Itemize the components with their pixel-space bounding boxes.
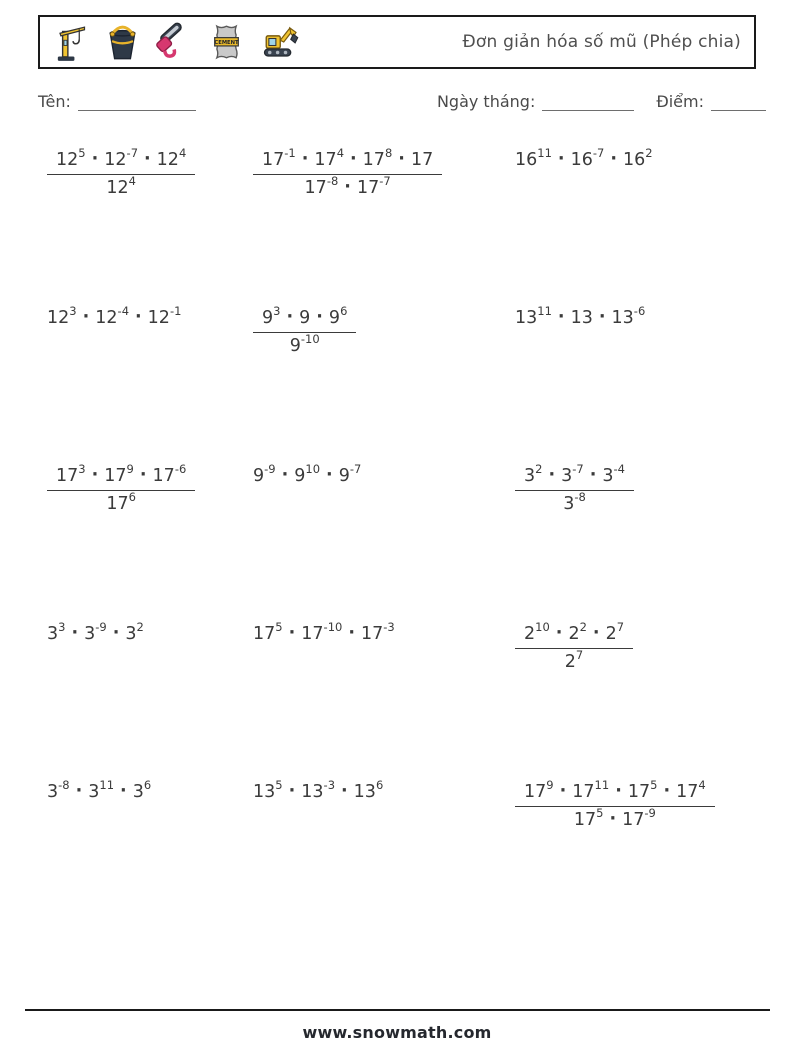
exponent: 6 [340, 304, 348, 319]
exponent: -1 [284, 146, 296, 161]
multiplication-dot: · [286, 307, 294, 327]
multiplication-dot: · [288, 781, 296, 801]
problem-12 [515, 620, 758, 778]
footer-url: www.snowmath.com [302, 1023, 492, 1042]
exponent: -7 [572, 462, 584, 477]
exponent: -6 [633, 304, 646, 319]
header-icons [40, 21, 300, 63]
problem-2 [253, 146, 515, 304]
multiplication-dot: · [610, 149, 617, 169]
math-expression: $3^{-8}$ [563, 490, 586, 514]
exponent: -4 [117, 304, 130, 319]
fraction-denominator [253, 333, 356, 356]
exponent: -3 [323, 778, 336, 793]
exponent: -8 [574, 490, 586, 505]
math-expression: $13^{11} \cdot 13 \cdot 13^{-6}$ [515, 304, 646, 328]
score-input-line[interactable] [711, 95, 766, 111]
exponent: -8 [326, 174, 339, 189]
fraction [47, 462, 195, 514]
exponent: -7 [379, 174, 391, 189]
exponent: 11 [537, 146, 552, 161]
multiplication-dot: · [135, 307, 142, 327]
exponent: 3 [78, 462, 86, 477]
exponent: -10 [300, 332, 320, 347]
multiplication-dot: · [598, 307, 606, 327]
exponent: 6 [128, 490, 136, 505]
score-label: Điểm: [656, 92, 704, 111]
problem-14 [253, 778, 515, 936]
math-expression: $3^{-8} \cdot 3^{11} \cdot 3^6$ [47, 778, 152, 802]
math-expression: $17^5 \cdot 17^{-9}$ [573, 806, 656, 830]
fraction-numerator [47, 462, 195, 491]
fraction-numerator [253, 304, 356, 333]
math-expression: $17^9 \cdot 17^{11} \cdot 17^5 \cdot 17^4$ [524, 778, 706, 802]
exponent: 7 [575, 648, 584, 663]
multiplication-dot: · [348, 623, 355, 643]
problem-15 [515, 778, 758, 936]
fraction [253, 304, 356, 356]
fraction [515, 620, 633, 672]
problem-1 [38, 146, 253, 304]
problem-9 [515, 462, 758, 620]
exponent: -4 [613, 462, 625, 477]
exponent: -9 [264, 462, 276, 477]
multiplication-dot: · [555, 623, 563, 643]
excavator-icon [257, 21, 300, 63]
exponent: 9 [126, 462, 134, 477]
exponent: 5 [596, 806, 604, 821]
math-expression: $9^3 \cdot 9 \cdot 9^6$ [262, 304, 348, 328]
cement-bag-icon [205, 21, 248, 63]
math-expression: $12^4$ [106, 174, 136, 198]
problem-4 [38, 304, 253, 462]
math-expression: $2^{10} \cdot 2^2 \cdot 2^7$ [524, 620, 625, 644]
exponent: 2 [136, 620, 144, 635]
exponent: -9 [644, 806, 656, 821]
fraction-denominator [253, 175, 442, 198]
fraction-denominator [47, 175, 195, 198]
exponent: -3 [383, 620, 395, 635]
math-expression: $17^3 \cdot 17^9 \cdot 17^{-6}$ [56, 462, 187, 486]
exponent: 4 [128, 174, 136, 189]
exponent: -6 [174, 462, 187, 477]
exponent: -7 [126, 146, 139, 161]
multiplication-dot: · [82, 307, 90, 327]
multiplication-dot: · [144, 149, 151, 169]
fraction [253, 146, 442, 198]
multiplication-dot: · [281, 465, 289, 485]
multiplication-dot: · [341, 781, 348, 801]
multiplication-dot: · [120, 781, 127, 801]
exponent: -10 [323, 620, 343, 635]
fraction-numerator [47, 146, 195, 175]
exponent: 5 [275, 778, 283, 793]
multiplication-dot: · [557, 307, 565, 327]
fields-row [38, 92, 766, 111]
multiplication-dot: · [548, 465, 556, 485]
multiplication-dot: · [75, 781, 83, 801]
multiplication-dot: · [301, 149, 309, 169]
math-expression: $3^2 \cdot 3^{-7} \cdot 3^{-4}$ [524, 462, 625, 486]
fraction-numerator [515, 620, 633, 649]
fraction-numerator [253, 146, 442, 175]
multiplication-dot: · [559, 781, 567, 801]
exponent: -1 [169, 304, 182, 319]
footer-divider [25, 1009, 770, 1011]
exponent: 7 [616, 620, 625, 635]
exponent: 6 [375, 778, 384, 793]
multiplication-dot: · [663, 781, 671, 801]
exponent: 11 [99, 778, 115, 793]
date-label: Ngày tháng: [436, 92, 536, 111]
multiplication-dot: · [71, 623, 79, 643]
multiplication-dot: · [344, 177, 351, 197]
date-input-line[interactable] [542, 95, 634, 111]
multiplication-dot: · [91, 149, 99, 169]
problems-grid [38, 146, 758, 936]
exponent: 5 [650, 778, 658, 793]
math-expression: $17^5 \cdot 17^{-10} \cdot 17^{-3}$ [253, 620, 395, 644]
exponent: 3 [273, 304, 281, 319]
exponent: 2 [645, 146, 653, 161]
fraction-denominator [515, 491, 634, 514]
exponent: 8 [384, 146, 393, 161]
fraction-numerator [515, 462, 634, 491]
multiplication-dot: · [609, 809, 617, 829]
bucket-icon [101, 21, 144, 63]
fraction-numerator [515, 778, 715, 807]
math-expression: $12^3 \cdot 12^{-4} \cdot 12^{-1}$ [47, 304, 182, 328]
name-label: Tên: [38, 92, 71, 111]
fraction [515, 462, 634, 514]
problem-8 [253, 462, 515, 620]
multiplication-dot: · [592, 623, 600, 643]
crane-icon [49, 21, 92, 63]
exponent: 5 [78, 146, 86, 161]
fraction [47, 146, 195, 198]
fraction-denominator [515, 649, 633, 672]
exponent: 3 [58, 620, 66, 635]
problem-11 [253, 620, 515, 778]
exponent: 11 [594, 778, 610, 793]
header [38, 15, 756, 69]
multiplication-dot: · [316, 307, 323, 327]
math-expression: $17^{-1} \cdot 17^4 \cdot 17^8 \cdot 17$ [262, 146, 434, 170]
exponent: -9 [95, 620, 107, 635]
fraction-denominator [515, 807, 715, 830]
problem-13 [38, 778, 253, 936]
exponent: 5 [275, 620, 283, 635]
page-title: Đơn giản hóa số mũ (Phép chia) [462, 32, 741, 52]
exponent: -8 [58, 778, 70, 793]
exponent: 4 [698, 778, 706, 793]
exponent: 10 [535, 620, 550, 635]
problem-7 [38, 462, 253, 620]
multiplication-dot: · [326, 465, 333, 485]
math-expression: $3^3 \cdot 3^{-9} \cdot 3^2$ [47, 620, 144, 644]
exponent: -7 [592, 146, 605, 161]
problem-6 [515, 304, 758, 462]
multiplication-dot: · [139, 465, 147, 485]
problem-3 [515, 146, 758, 304]
math-expression: $13^5 \cdot 13^{-3} \cdot 13^6$ [253, 778, 384, 802]
math-expression: $17^{-8} \cdot 17^{-7}$ [304, 174, 391, 198]
math-expression: $17^6$ [106, 490, 136, 514]
chainsaw-icon [153, 21, 196, 63]
exponent: 6 [143, 778, 152, 793]
multiplication-dot: · [288, 623, 296, 643]
exponent: 2 [535, 462, 543, 477]
multiplication-dot: · [615, 781, 622, 801]
cement-bag-label: CEMENT [214, 40, 239, 47]
math-expression: $2^7$ [564, 648, 584, 672]
multiplication-dot: · [91, 465, 99, 485]
math-expression: $9^{-10}$ [289, 332, 320, 356]
fraction-denominator [47, 491, 195, 514]
exponent: -7 [349, 462, 362, 477]
exponent: 3 [69, 304, 77, 319]
problem-10 [38, 620, 253, 778]
fraction [515, 778, 715, 830]
multiplication-dot: · [589, 465, 597, 485]
name-input-line[interactable] [78, 95, 196, 111]
exponent: 4 [336, 146, 345, 161]
exponent: 2 [579, 620, 587, 635]
multiplication-dot: · [112, 623, 120, 643]
exponent: 10 [305, 462, 321, 477]
multiplication-dot: · [557, 149, 565, 169]
math-expression: $16^{11} \cdot 16^{-7} \cdot 16^2$ [515, 146, 653, 170]
math-expression: $9^{-9} \cdot 9^{10} \cdot 9^{-7}$ [253, 462, 362, 486]
problem-5 [253, 304, 515, 462]
math-expression: $12^5 \cdot 12^{-7} \cdot 12^4$ [56, 146, 187, 170]
exponent: 11 [537, 304, 552, 319]
exponent: 4 [178, 146, 187, 161]
multiplication-dot: · [350, 149, 357, 169]
multiplication-dot: · [398, 149, 405, 169]
exponent: 9 [546, 778, 554, 793]
